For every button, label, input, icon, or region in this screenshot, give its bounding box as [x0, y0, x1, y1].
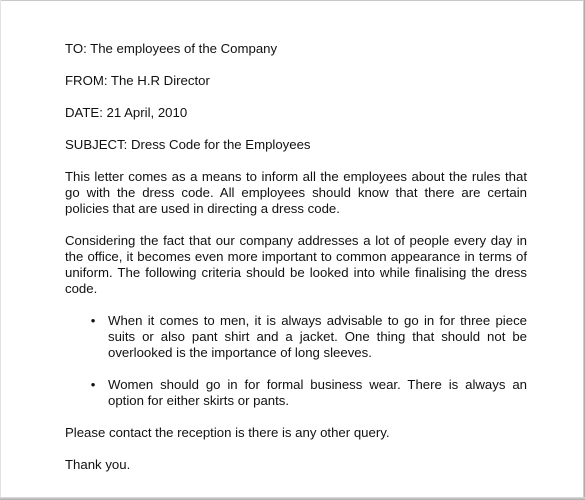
memo-to: TO: The employees of the Company	[65, 41, 278, 56]
memo-date: DATE: 21 April, 2010	[65, 105, 188, 120]
list-item-women	[90, 377, 527, 409]
dress-code-list	[65, 313, 527, 409]
list-item-men	[90, 313, 527, 361]
body-paragraph-intro: This letter comes as a means to inform all the employees about the rules that go with the dress code. All employees should know that there are certain policies that are used in directing a dress code.	[65, 169, 527, 216]
bullet-icon: •	[90, 313, 96, 328]
bullet-icon: •	[90, 377, 96, 392]
memo-from: FROM: The H.R Director	[65, 73, 210, 88]
closing-line: Please contact the reception is there is any other query.	[65, 425, 390, 440]
sign-off: Thank you.	[65, 457, 131, 472]
body-paragraph-criteria: Considering the fact that our company addresses a lot of people every day in the office, it becomes even more important to common appearance in terms of uniform. The following criteria should be looked into while finalising the dress code.	[65, 233, 527, 296]
letter-content	[65, 41, 527, 489]
page-border-top	[0, 0, 585, 1]
memo-subject: SUBJECT: Dress Code for the Employees	[65, 137, 311, 152]
page-border-left	[0, 0, 1, 500]
list-item-text: Women should go in for formal business wear. There is always an option for either skirts or pants.	[108, 377, 527, 408]
list-item-text: When it comes to men, it is always advisable to go in for three piece suits or also pant shirt and a jacket. One thing that should not be overlooked is the importance of long sleeves.	[108, 313, 527, 360]
